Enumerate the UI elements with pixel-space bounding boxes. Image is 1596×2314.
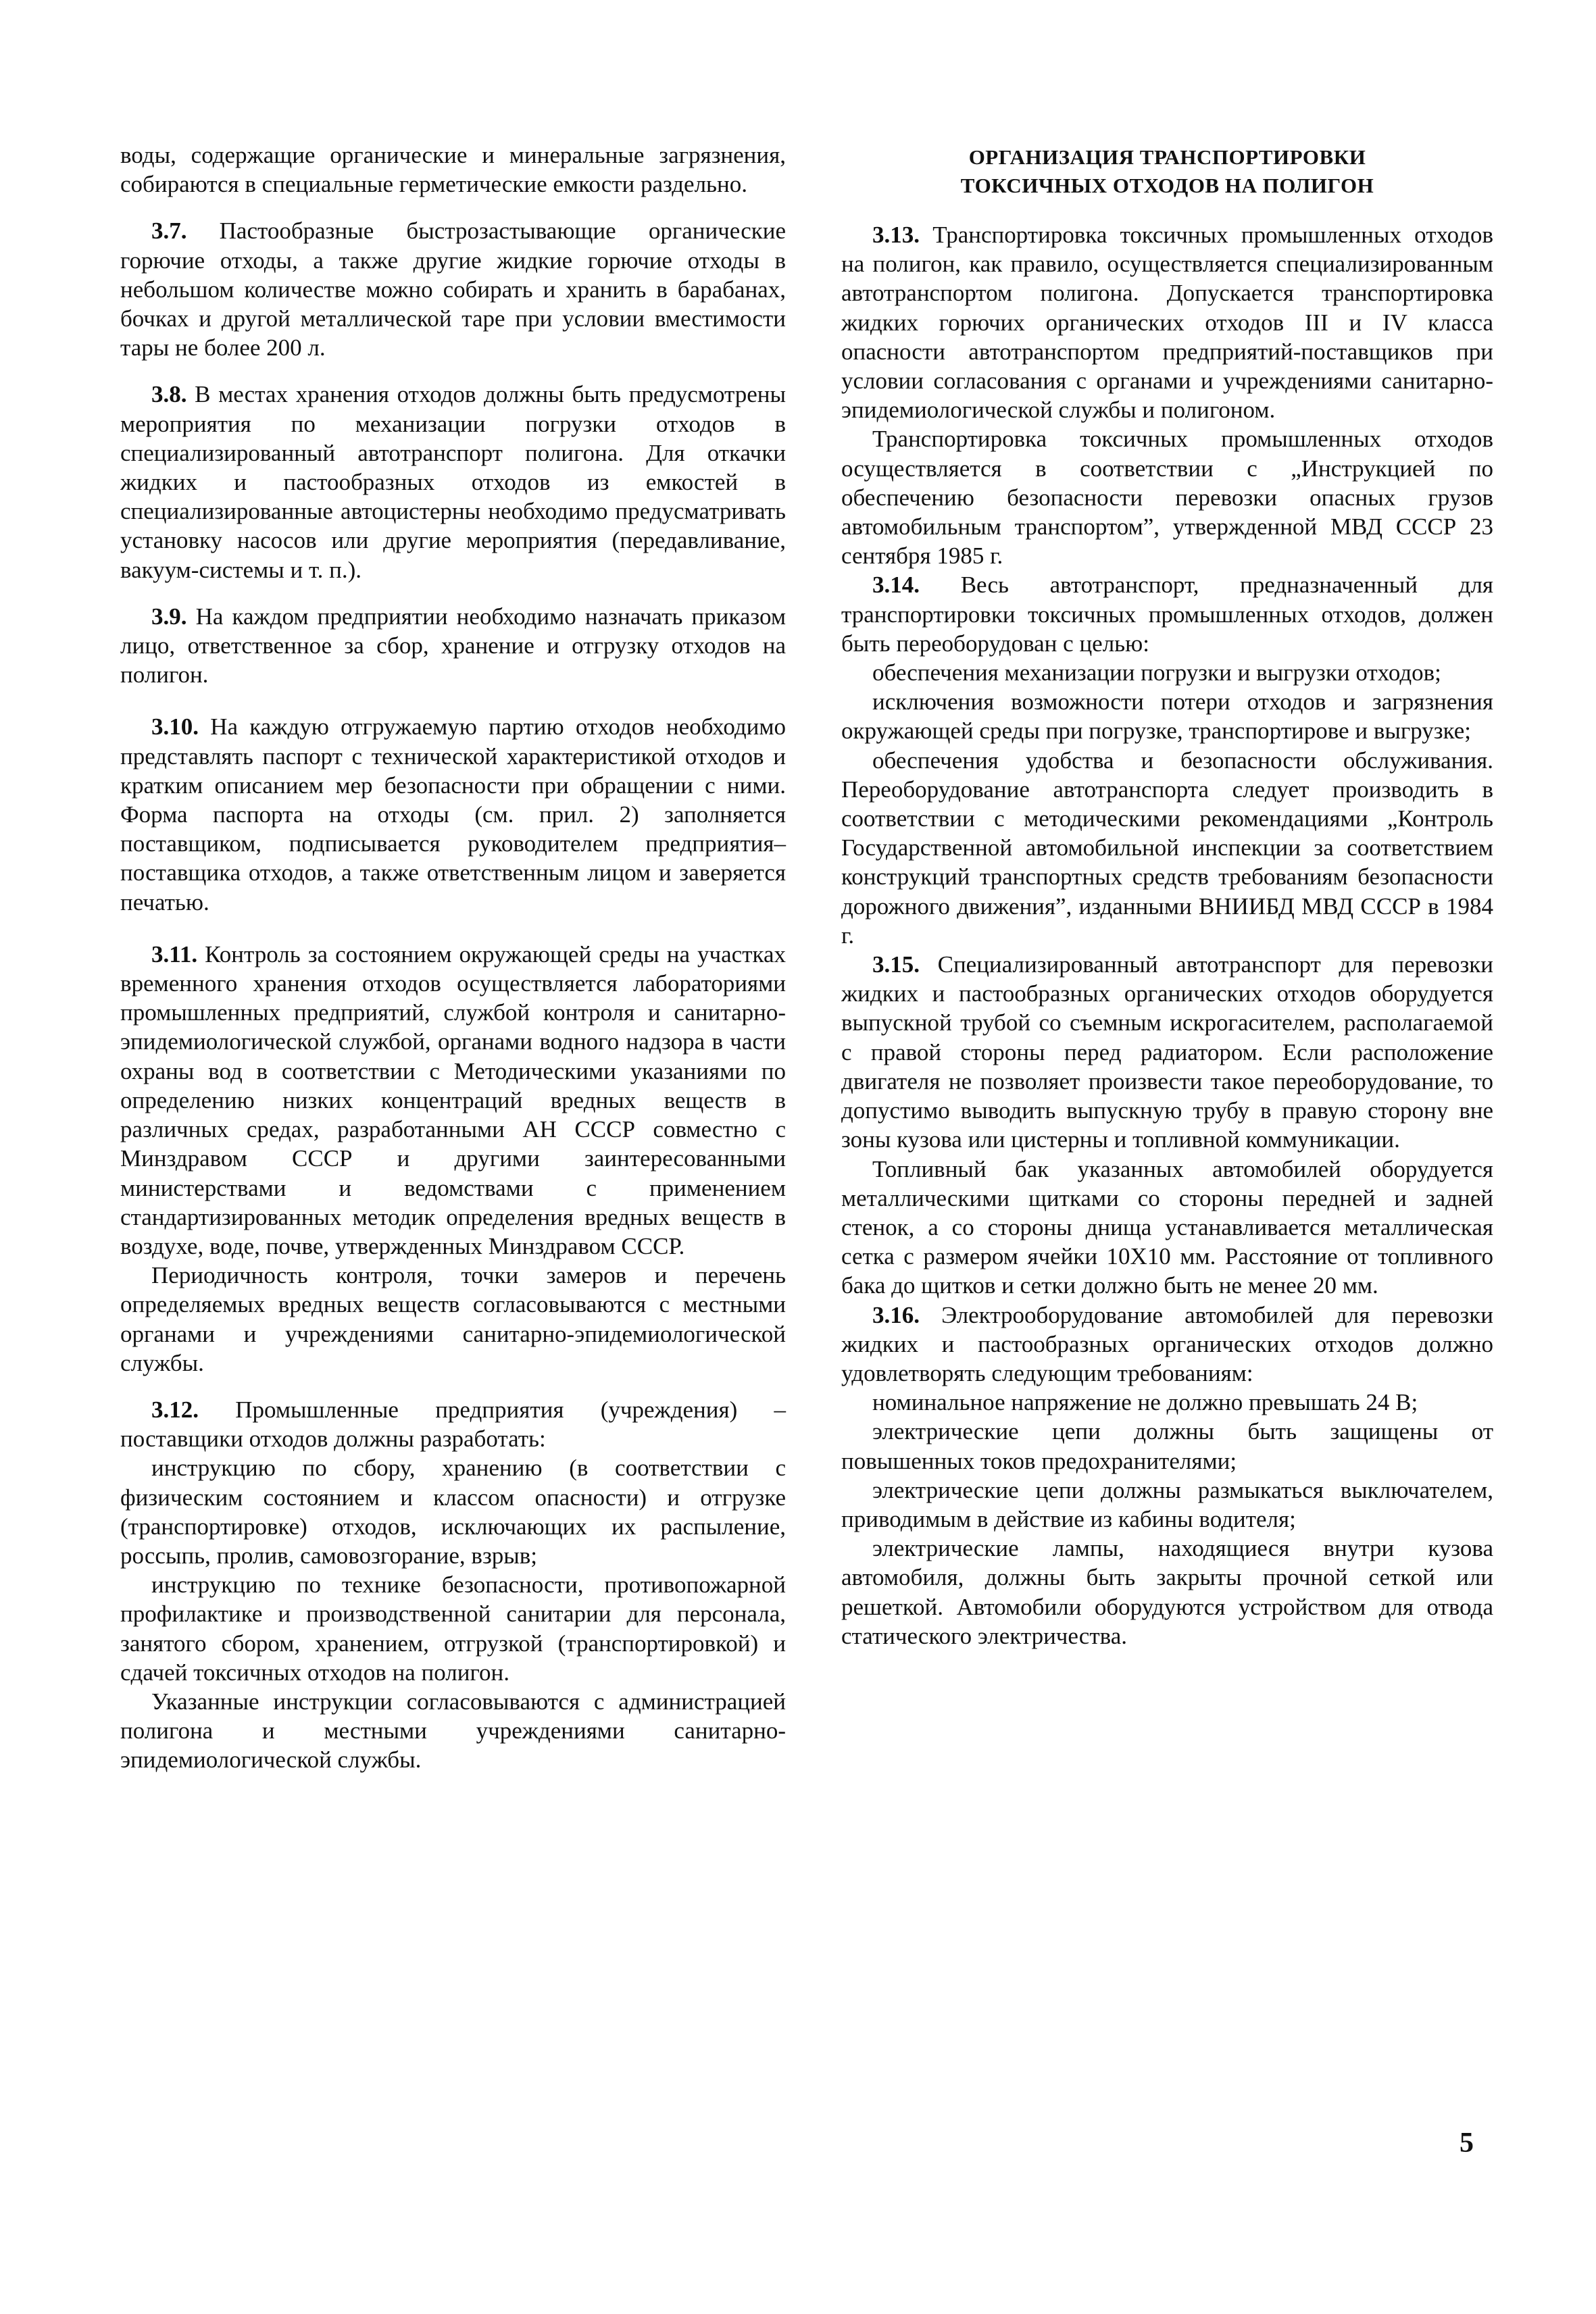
page-number: 5 xyxy=(1460,2128,1474,2159)
section-3-8 xyxy=(120,380,786,584)
paragraph: Транспортировка токсичных промышленных отходов осуществляется в соответствии с „Инструкцией по обеспечению безопасности перевозки опасных грузов автомобильным транспортом”, утвержденной МВД СССР 23 сентября 1985 г. xyxy=(841,426,1493,570)
list-item: обеспечения удобства и безопасности обслуживания. Переоборудование автотранспорта следует производить в соответствии с методическими рекомендациями „Контроль Государственной автомобильной инспекции за соответствием конструкций транспортных средств требованиям безопасности дорожного движения”, изданными ВНИИБД МВД СССР в 1984 г. xyxy=(841,747,1493,949)
section-3-9 xyxy=(120,602,786,690)
heading-line: ТОКСИЧНЫХ ОТХОДОВ НА ПОЛИГОН xyxy=(960,174,1374,197)
section-number: 3.12. xyxy=(151,1396,199,1423)
paragraph: Периодичность контроля, точки замеров и перечень определяемых вредных веществ согласовываются с местными органами и учреждениями санитарно-эпидемиологической службы. xyxy=(120,1262,786,1376)
section-number: 3.10. xyxy=(151,713,199,740)
paragraph: Топливный бак указанных автомобилей оборудуется металлическими щитками со стороны передней и задней стенок, а со стороны днища устанавливается металлическая сетка с размером ячейки 10Х10 мм. Расстояние от топливного бака до щитков и сетки должно быть не менее 20 мм. xyxy=(841,1155,1493,1299)
section-text: Пастообразные быстрозастывающие органические горючие отходы, а также другие жидкие горючие отходы в небольшом количестве можно собирать и хранить в барабанах, бочках и другой металлической таре при условии вместимости тары не более 200 л. xyxy=(120,218,786,361)
section-text: Специализированный автотранспорт для перевозки жидких и пастообразных органических отходов оборудуется выпускной трубой со съемным искрогасителем, располагаемой с правой стороны перед радиатором. Если расположение двигателя не позволяет произвести такое переоборудование, то допустимо выводить выпускную трубу в правую сторону вне зоны кузова или цистерны и топливной коммуникации. xyxy=(841,951,1494,1153)
section-text: На каждую отгружаемую партию отходов необходимо представлять паспорт с технической характеристикой отходов и кратким описанием мер безопасности при обращении с ними. Форма паспорта на отходы (см. прил. 2) заполняется поставщиком, подписывается руководителем предприятия–поставщика отходов, а также ответственным лицом и заверяется печатью. xyxy=(120,713,787,915)
section-number: 3.11. xyxy=(151,940,198,967)
section-text: Электрооборудование автомобилей для перевозки жидких и пастообразных органических отходов должно удовлетворять следующим требованиям: xyxy=(841,1301,1493,1386)
section-number: 3.7. xyxy=(151,218,187,245)
list-item: номинальное напряжение не должно превышать 24 В; xyxy=(872,1389,1418,1416)
left-column xyxy=(120,141,786,1775)
section-3-15 xyxy=(841,950,1493,1154)
list-item: инструкцию по сбору, хранению (в соответствии с физическим состоянием и классом опасности) и отгрузке (транспортировке) отходов, исключающих их распыление, россыпь, пролив, самовозгорание, взрыв; xyxy=(120,1455,786,1569)
section-text: Весь автотранспорт, предназначенный для транспортировки токсичных промышленных отходов, должен быть переоборудован с целью: xyxy=(841,572,1494,657)
list-item: электрические цепи должны размыкаться выключателем, приводимым в действие из кабины водителя; xyxy=(841,1476,1493,1532)
list-item: электрические цепи должны быть защищены от повышенных токов предохранителями; xyxy=(841,1418,1493,1474)
section-number: 3.8. xyxy=(151,381,187,408)
section-3-11 xyxy=(120,940,786,1261)
section-text: Промышленные предприятия (учреждения) – поставщики отходов должны разработать: xyxy=(120,1396,786,1453)
section-number: 3.16. xyxy=(872,1301,920,1328)
section-text: На каждом предприятии необходимо назначать приказом лицо, ответственное за сбор, хранение и отгрузку отходов на полигон. xyxy=(120,603,787,688)
section-number: 3.9. xyxy=(151,603,187,630)
section-3-10 xyxy=(120,712,786,916)
section-3-16 xyxy=(841,1301,1493,1388)
section-number: 3.15. xyxy=(872,951,920,978)
right-column xyxy=(841,143,1493,1651)
section-number: 3.13. xyxy=(872,222,920,248)
section-text: Контроль за состоянием окружающей среды на участках временного хранения отходов осуществляется лабораториями промышленных предприятий, службой контроля и санитарно-эпидемиологической службой, органами водного надзора в части охраны вод в соответствии с Методическими указаниями по определению низких концентраций вредных веществ в различных средах, разработанными АН СССР совместно с Минздравом СССР и другими заинтересованными министерствами и ведомствами с применением стандартизированных методик определения вредных веществ в воздухе, воде, почве, утвержденных Минздравом СССР. xyxy=(120,940,787,1259)
section-text: В местах хранения отходов должны быть предусмотрены мероприятия по механизации погрузки отходов в специализированный автотранспорт полигона. Для откачки жидких и пастообразных отходов из емкостей в специализированные автоцистерны необходимо предусматривать установку насосов или другие мероприятия (передавливание, вакуум-системы и т. п.). xyxy=(120,381,786,583)
section-3-13 xyxy=(841,220,1493,424)
section-number: 3.14. xyxy=(872,572,920,599)
section-3-14 xyxy=(841,570,1493,658)
section-text: Транспортировка токсичных промышленных отходов на полигон, как правило, осуществляется специализированным автотранспортом полигона. Допускается транспортировка жидких горючих органических отходов III и IV класса опасности автотранспортом предприятий-поставщиков при условии согласования с органами и учреждениями санитарно-эпидемиологической службы и полигоном. xyxy=(841,222,1493,424)
paragraph: Указанные инструкции согласовываются с администрацией полигона и местными учреждениями санитарно-эпидемиологической службы. xyxy=(120,1688,786,1774)
heading-line: ОРГАНИЗАЦИЯ ТРАНСПОРТИРОВКИ xyxy=(968,145,1366,169)
list-item: исключения возможности потери отходов и загрязнения окружающей среды при погрузке, транспортирове и выгрузке; xyxy=(841,688,1493,745)
section-heading xyxy=(841,143,1493,200)
paragraph-continuation: воды, содержащие органические и минеральные загрязнения, собираются в специальные герметические емкости раздельно. xyxy=(120,142,786,198)
section-3-12 xyxy=(120,1395,786,1453)
list-item: инструкцию по технике безопасности, противопожарной профилактике и производственной санитарии для персонала, занятого сбором, хранением, отгрузкой (транспортировкой) и сдачей токсичных отходов на полигон. xyxy=(120,1571,786,1686)
list-item: электрические лампы, находящиеся внутри кузова автомобиля, должны быть закрыты прочной сеткой или решеткой. Автомобили оборудуются устройством для отвода статического электричества. xyxy=(841,1535,1493,1649)
list-item: обеспечения механизации погрузки и выгрузки отходов; xyxy=(872,659,1441,686)
section-3-7 xyxy=(120,216,786,362)
